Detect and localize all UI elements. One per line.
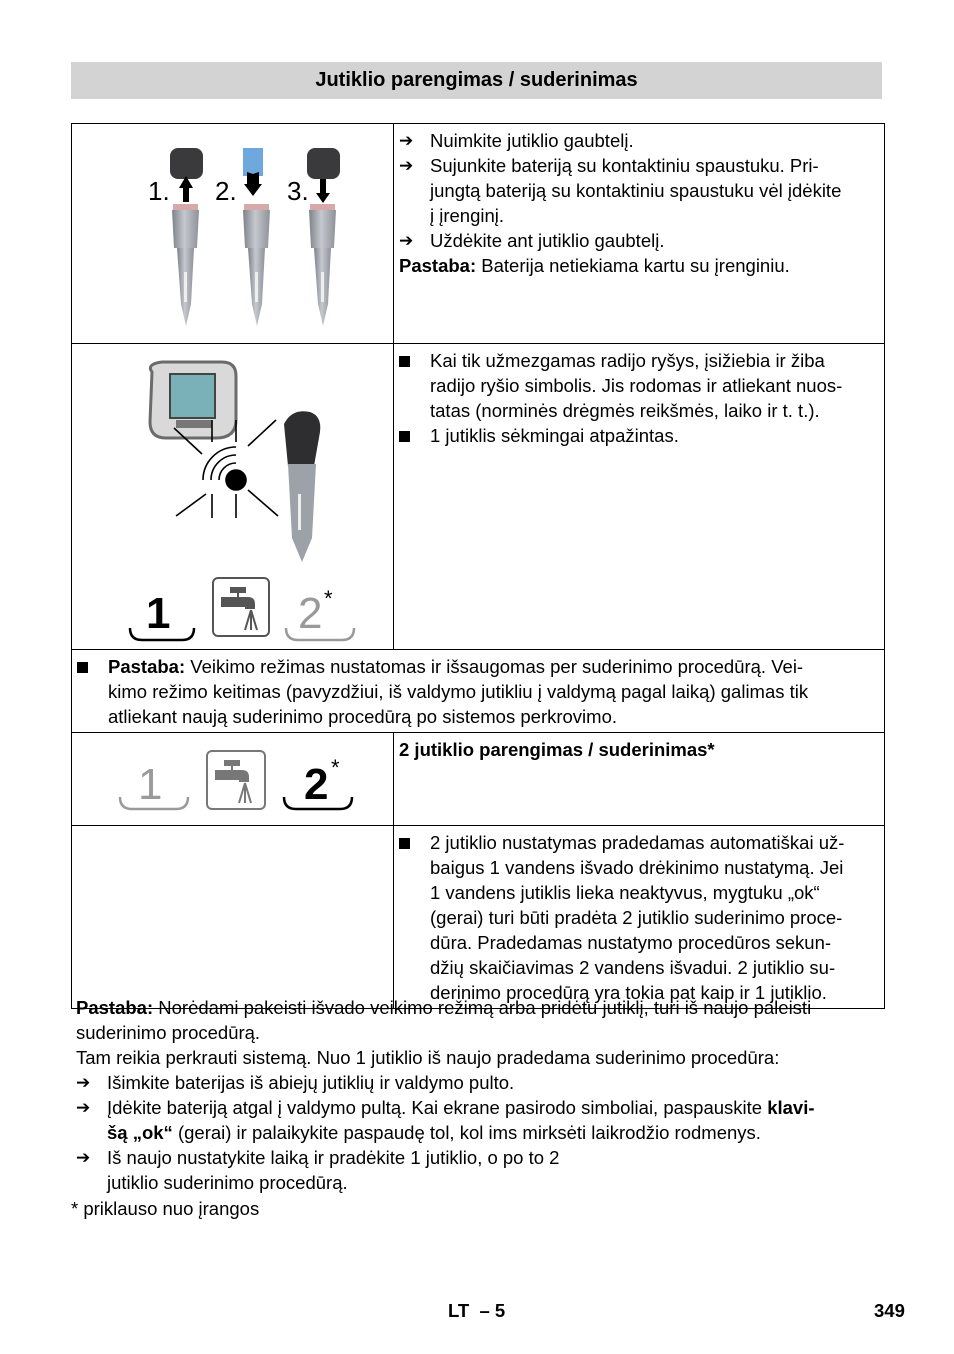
square-bullet-icon bbox=[399, 423, 410, 448]
list-item: ➔ Nuimkite jutiklio gaubtelį. bbox=[399, 130, 634, 151]
restart-notes: Pastaba: Norėdami pakeisti išvado veikimo režimą arba pridėtu jutiklį, turi iš naujo paleisti suderinimo procedūrą. Tam reikia perkrauti sistemą. Nuo 1 jutiklio iš naujo pradedama suderinimo procedūra: ➔ Išimkite baterijas iš abiejų jutiklių ir valdymo pulto. ➔ Įdėkite bateriją atgal į valdymo pultą. Kai ekrane pasirodo simboliai, paspauskite klavi- šą „ok“ (gerai) ir palaikykite paspaudę tol, kol ims mirksėti laikrodžio rodmenys. ➔ Iš naujo nustatykite laiką ir pradėkite 1 jutiklio, o po to 2 jutiklio suderinimo procedūrą. bbox=[76, 995, 888, 1195]
page-number: 349 bbox=[874, 1300, 905, 1321]
list-item: ➔ Išimkite baterijas iš abiejų jutiklių ir valdymo pulto. bbox=[76, 1072, 515, 1093]
right-arrow-icon: ➔ bbox=[399, 231, 414, 250]
right-arrow-icon: ➔ bbox=[76, 1073, 91, 1092]
asterisk: * bbox=[324, 586, 333, 611]
step-label-2: 2. bbox=[215, 176, 237, 206]
sensor-number-2: 2 bbox=[304, 760, 329, 809]
sensor-3-icon bbox=[307, 148, 340, 326]
sensor-select-icons bbox=[130, 578, 354, 640]
subsection-heading: 2 jutiklio parengimas / suderinimas* bbox=[399, 739, 715, 760]
pairing-illustration bbox=[72, 344, 394, 650]
list-item: ➔ Uždėkite ant jutiklio gaubtelį. bbox=[399, 230, 665, 251]
sensor-2-icon bbox=[243, 148, 270, 326]
square-bullet-icon bbox=[399, 830, 410, 855]
sensor-number-1: 1 bbox=[138, 760, 163, 809]
sensor-battery-illustration bbox=[72, 124, 394, 344]
list-item: Kai tik užmezgamas radijo ryšys, įsižiebia ir žiba radijo ryšio simbolis. Jis rodomas ir atliekant nuos- tatas (norminės drėgmės reikšmės, laiko ir t. t.). bbox=[399, 348, 884, 423]
tap-icon bbox=[222, 588, 257, 630]
empty-cell bbox=[72, 826, 394, 1009]
step-label-1: 1. bbox=[148, 176, 170, 206]
section-title: Jutiklio parengimas / suderinimas bbox=[71, 62, 882, 99]
tap-icon bbox=[216, 761, 251, 803]
sensor-number-2: 2 bbox=[298, 589, 323, 638]
list-item: ➔ Iš naujo nustatykite laiką ir pradėkite 1 jutiklio, o po to 2 jutiklio suderinimo procedūrą. bbox=[76, 1147, 560, 1193]
sensor-number-1: 1 bbox=[146, 589, 171, 638]
list-item: ➔ Įdėkite bateriją atgal į valdymo pultą. Kai ekrane pasirodo simboliai, paspauskite klavi- šą „ok“ (gerai) ir palaikykite paspaudę tol, kol ims mirksėti laikrodžio rodmenys. bbox=[76, 1097, 815, 1143]
row4-text bbox=[394, 733, 885, 826]
list-item: 2 jutiklio nustatymas pradedamas automatiškai už- baigus 1 vandens išvado drėkinimo nustatymą. Jei 1 vandens jutiklis lieka neaktyvus, mygtuku „ok“ (gerai) turi būti pradėta 2 jutiklio suderinimo proce- dūra. Pradedamas nustatymo procedūros sekun- džių skaičiavimas 2 vandens išvadui. 2 jutiklio su- derinimo procedūrą yra tokia pat kaip ir 1 jutiklio. bbox=[399, 830, 884, 1005]
row2-text bbox=[394, 344, 885, 650]
instruction-table bbox=[71, 123, 885, 1009]
sensor-1-icon bbox=[170, 148, 203, 326]
right-arrow-icon: ➔ bbox=[399, 156, 414, 175]
section-page-label: LT – 5 bbox=[448, 1300, 506, 1321]
right-arrow-icon: ➔ bbox=[76, 1148, 91, 1167]
footnote: * priklauso nuo įrangos bbox=[71, 1198, 260, 1219]
right-arrow-icon: ➔ bbox=[76, 1098, 91, 1117]
note: Pastaba: Baterija netiekiama kartu su įrenginiu. bbox=[399, 255, 790, 276]
square-bullet-icon bbox=[77, 654, 88, 679]
list-item: 1 jutiklis sėkmingai atpažintas. bbox=[399, 423, 884, 448]
operating-mode-note: Pastaba: Veikimo režimas nustatomas ir išsaugomas per suderinimo procedūrą. Vei- kimo režimo keitimas (pavyzdžiui, iš valdymo jutikliu į valdymą pagal laiką) galimas tik atliekant naują suderinimo procedūrą po sistemos perkrovimo. bbox=[72, 650, 885, 733]
step-label-3: 3. bbox=[287, 176, 309, 206]
row5-text bbox=[394, 826, 885, 1009]
control-unit-icon bbox=[150, 362, 236, 438]
sensor-2-select-illustration bbox=[72, 733, 394, 826]
square-bullet-icon bbox=[399, 348, 410, 373]
list-item: ➔ Sujunkite bateriją su kontaktiniu spaustuku. Pri- jungtą bateriją su kontaktiniu spaustuku vėl įdėkite į įrenginį. bbox=[399, 155, 842, 226]
sensor-icon bbox=[284, 411, 320, 562]
asterisk: * bbox=[331, 755, 340, 780]
row1-text bbox=[394, 124, 885, 344]
right-arrow-icon: ➔ bbox=[399, 131, 414, 150]
